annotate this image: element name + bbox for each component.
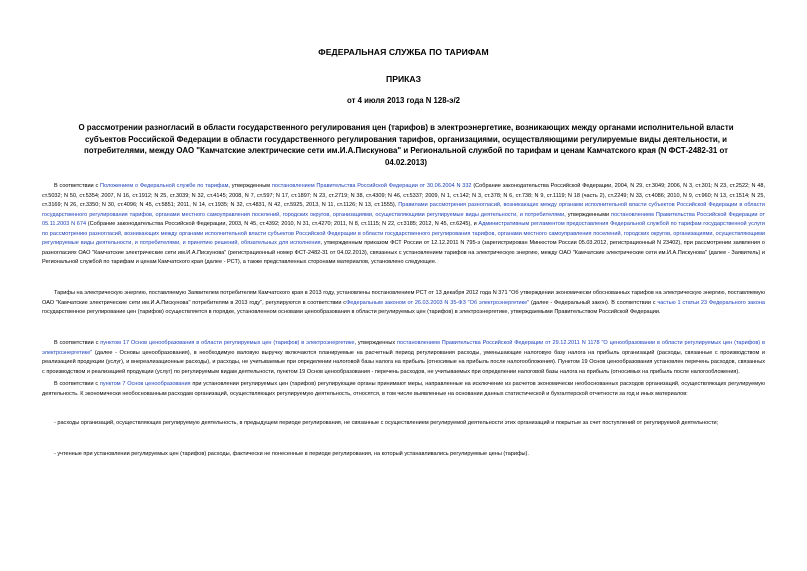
paragraph-1	[42, 182, 765, 268]
text: В соответствии с	[54, 381, 100, 387]
paragraph-4	[42, 380, 765, 399]
text: В соответствии с	[54, 183, 101, 189]
doc-date-number: от 4 июля 2013 года N 128-э/2	[347, 96, 460, 105]
text: В соответствии с	[54, 340, 101, 346]
doc-type-heading: ПРИКАЗ	[386, 74, 421, 84]
text: , утвержденными	[564, 211, 612, 218]
text: , утвержденным приказом ФСТ России от 12.12.2011 N 795-э (зарегистрирован Минюстом России 05.03.2012, регистрационный N 23402), при рассмотрении заявления о разногласиях ОАО "Камчатские электрические сети им.И.А.Пискунова" (регистрационный номер ФСТ-2482-31 от 04.02.2013), связанных с установлением тарифов на электрическую энергию, между ОАО "Камчатские электрические сети им.И.А.Пискунова" (далее - Заявитель) и Региональной службой по тарифам и ценам Камчатского края (далее - РСТ), а также представленных сторонами материалов, установлено следующее.	[42, 240, 765, 266]
doc-title: О рассмотрении разногласий в области государственного регулирования цен (тарифов) в электроэнергетике, возникающих между органами исполнительной власти субъектов Российской Федерации в области государственного регулирования тарифов, организациями, осуществляющими регулируемые виды деятельности, и потребителями, между ОАО "Камчатские электрические сети им.И.А.Пискунова" и Региональной службой по тарифам и ценам Камчатского края (N ФСТ-2482-31 от 04.02.2013)	[78, 123, 734, 167]
link-admin-regulation[interactable]: Административным регламентом предоставления Федеральной службой по тарифам государственной услуги по рассмотрению разногласий, возникающих между органами исполнительной власти субъектов Российской Федерации в области государственного регулирования тарифов, органами местного самоуправления поселений, городских округов, организациями, осуществляющими регулируемые виды деятельности, и потребителями, и принятию решений, обязательных для исполнения	[42, 221, 765, 247]
text: Тарифы на электрическую энергию, поставляемую Заявителем потребителям Камчатского края в 2013 году, установлены постановлением РСТ от 13 декабря 2012 года N 371 "Об утверждении экономически обоснованных тарифов на электрическую энергию, поставляемую ОАО "Камчатские электрические сети им.И.А.Пискунова" потребителям в 2013 году", регулируются в соответствии с	[42, 290, 765, 306]
link-fst-regulation[interactable]: Положением о Федеральной службе по тарифам	[100, 183, 229, 189]
text: (Собрание законодательства Российской Федерации, 2004, N 29, ст.3049; 2006, N 3, ст.301; N 23, ст.2522; N 48, ст.5032; N 50, ст.5354; 2007, N 16, ст.1912; N 25, ст.3039; N 32, ст.4145; 2008, N 7, ст.597; N 17, ст.1897; N 23, ст.2719; N 38, ст.4309; N 46, ст.5337; 2009, N 1, ст.142; N 3, ст.378; N 6, ст.738; N 9, ст.1119; N 18 (часть 2), ст.2249; N 33, ст.4086; 2010, N 9, ст.960; N 13, ст.1514; N 25, ст.3169; N 26, ст.3350; N 30, ст.4096; N 45, ст.5851; 2011, N 14, ст.1935; N 32, ст.4831, N 42, ст.5925, 2013, N 11, ст.1126; N 13, ст.1555),	[42, 183, 765, 209]
link-federal-law-35[interactable]: Федеральным законом от 26.03.2003 N 35-ФЗ "Об электроэнергетике"	[346, 299, 530, 306]
text: (далее - Федеральный закон). В соответствии с	[529, 299, 658, 306]
agency-heading: ФЕДЕРАЛЬНАЯ СЛУЖБА ПО ТАРИФАМ	[318, 47, 489, 57]
paragraph-5: - расходы организаций, осуществляющих регулируемую деятельность, в предыдущем периоде регулирования, не связанные с осуществлением регулируемой деятельности этих организаций и покрытые за счет поступлений от регулируемой деятельности;	[54, 420, 719, 426]
paragraph-6: - учтенные при установлении регулируемых цен (тарифов) расходы, фактически не понесенные в периоде регулирования, на который устанавливались регулируемые цены (тарифы).	[54, 451, 529, 457]
paragraph-3	[42, 339, 765, 377]
link-resolution-1178[interactable]: постановлением Правительства Российской Федерации от 29.12.2011 N 1178 "О ценообразовании в области регулируемых цен (тарифов) в электроэнергетике"	[42, 340, 765, 356]
text: (Собрание законодательства Российской Федерации, 2003, N 45, ст.4392; 2010, N 31, ст.4270; 2011, N 8, ст.1115; N 22, ст.3185; 2012, N 45, ст.6245), и	[86, 221, 479, 228]
text: , утвержденных	[354, 340, 398, 346]
text: (далее - Основы ценообразования), в необходимую валовую выручку включаются планируемые на расчетный период регулирования расходы, уменьшающие налоговую базу налога на прибыль организаций (расходы, связанные с производством и реализацией продукции (услуг), и внереализационные расходы), и расходы, не учитываемые при определении налоговой базы налога на прибыль (относимые на прибыль после налогообложения). Пунктом 19 Основ ценообразования установлен перечень расходов, связанных с производством и реализацией продукции (услуг) по регулируемым видам деятельности, пунктом 19 Основ ценообразования - перечень расходов, не учитываемых при определении налоговой базы налога на прибыль (относимых на прибыль после налогообложения).	[42, 349, 765, 375]
link-disputes-rules[interactable]: Правилами рассмотрения разногласий, возникающих между органами исполнительной власти субъектов Российской Федерации в области государственного регулирования тарифов, органами местного самоуправления поселений, городских округов, организациями, осуществляющими регулируемые виды деятельности, и потребителями	[42, 202, 765, 218]
text: государственное регулирование цен (тарифов) осуществляется в порядке, установленном основами ценообразования в области регулируемых цен (тарифов) в электроэнергетике, утверждаемыми Правительством Российской Федерации.	[42, 309, 661, 316]
link-pricing-basics-7[interactable]: пунктом 7 Основ ценообразования	[99, 381, 191, 387]
paragraph-2	[42, 289, 765, 318]
link-pricing-basics-17[interactable]: пунктом 17 Основ ценообразования в области регулируемых цен (тарифов) в электроэнергетике	[100, 340, 355, 346]
text: при установлении регулируемых цен (тарифов) регулирующие органы принимают меры, направленные на исключение из расчетов экономически необоснованных расходов организаций, осуществляющих регулируемую деятельность. К экономически необоснованным расходам организаций, осуществляющих регулируемую деятельность, относятся, в том числе выявленные на основании данных статистической и бухгалтерской отчетности за год и иных материалов:	[42, 381, 765, 397]
link-resolution-332[interactable]: постановлением Правительства Российской Федерации от 30.06.2004 N 332	[271, 183, 472, 189]
link-resolution-674[interactable]: постановлением Правительства Российской Федерации от 05.11.2003 N 674	[42, 211, 765, 228]
text: , утвержденным	[228, 183, 272, 189]
link-article-23[interactable]: частью 1 статьи 23 Федерального закона	[657, 299, 765, 306]
